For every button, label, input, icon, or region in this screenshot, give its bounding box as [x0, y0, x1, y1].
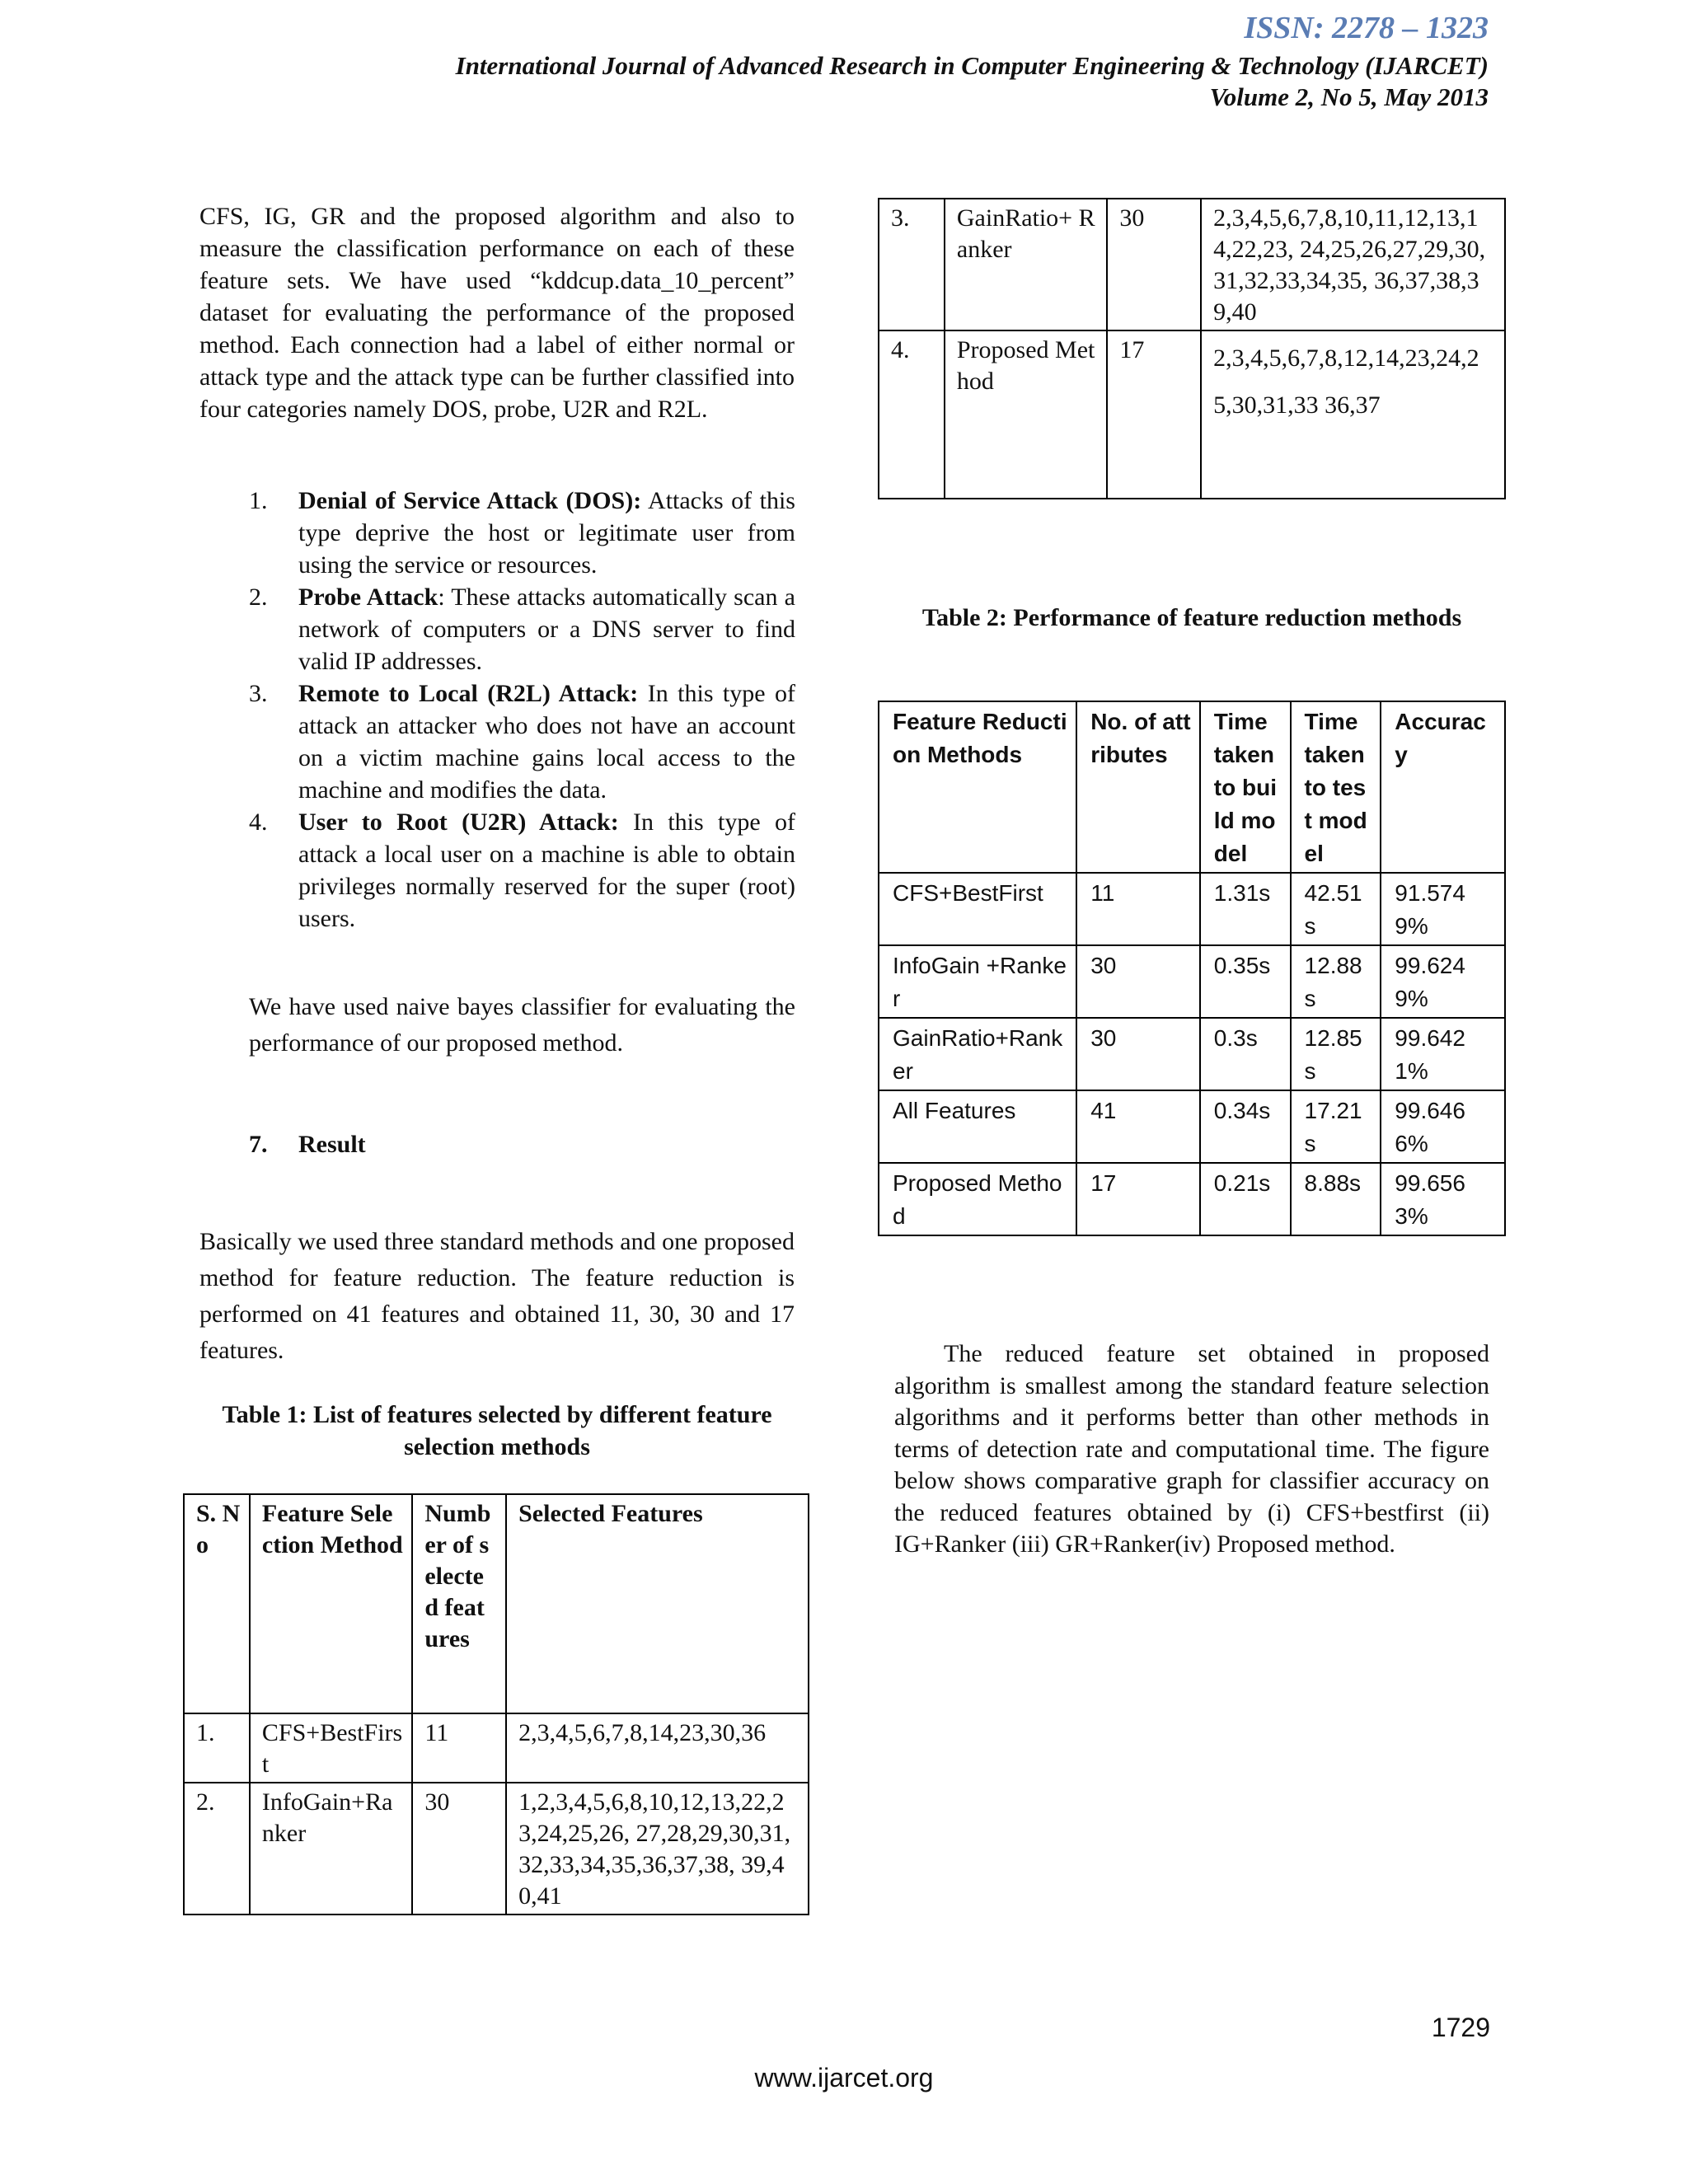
table-cell: 91.5749% [1381, 873, 1505, 945]
table-cell: 99.6421% [1381, 1018, 1505, 1090]
table-cell: 30 [412, 1783, 506, 1915]
table-row [879, 1090, 1505, 1163]
table-cell: GainRatio+ Ranker [945, 199, 1107, 330]
journal-title: International Journal of Advanced Research in Computer Engineering & Technology (IJARCET) [455, 51, 1489, 80]
table-header-cell: Number of selected features [412, 1494, 506, 1713]
list-number: 3. [249, 680, 268, 707]
table-cell: 30 [1076, 1018, 1200, 1090]
table-header-cell: S. No [184, 1494, 250, 1713]
table-header-cell: Time taken to test model [1291, 701, 1381, 873]
intro-paragraph: CFS, IG, GR and the proposed algorithm and also to measure the classification performance on each of these feature sets. We have used “kddcup.data_10_percent” dataset for evaluating the performance of the proposed method. Each connection had a label of either normal or attack type and the attack type can be further classified into four categories namely DOS, probe, U2R and R2L. [199, 203, 795, 423]
table-row [184, 1713, 809, 1783]
list-number: 4. [249, 808, 268, 836]
table-cell: 99.6466% [1381, 1090, 1505, 1163]
table-cell: 17 [1076, 1163, 1200, 1235]
list-item-title: Remote to Local (R2L) Attack: [298, 680, 639, 707]
table2 [878, 701, 1506, 1236]
table-cell: 11 [1076, 873, 1200, 945]
table-cell: 0.35s [1200, 945, 1291, 1018]
table-cell: 41 [1076, 1090, 1200, 1163]
table-cell: 0.3s [1200, 1018, 1291, 1090]
list-item [249, 677, 795, 806]
table-row [879, 199, 1505, 330]
table-cell: 12.88s [1291, 945, 1381, 1018]
volume-info: Volume 2, No 5, May 2013 [1209, 82, 1489, 111]
table-cell: 0.34s [1200, 1090, 1291, 1163]
table-cell: 2,3,4,5,6,7,8,12,14,23,24,25,30,31,33 36,37 [1201, 330, 1505, 499]
table-header-row [879, 701, 1505, 873]
table-cell: 17 [1107, 330, 1201, 499]
section-number: 7. [249, 1131, 268, 1158]
table1-caption: Table 1: List of features selected by different feature selection methods [222, 1401, 772, 1460]
table-cell: 2,3,4,5,6,7,8,14,23,30,36 [506, 1713, 809, 1783]
table-cell: 1.31s [1200, 873, 1291, 945]
table-cell: 11 [412, 1713, 506, 1783]
list-number: 2. [249, 583, 268, 611]
table-cell: CFS+BestFirst [879, 873, 1076, 945]
table-cell: 1,2,3,4,5,6,8,10,12,13,22,23,24,25,26, 27,28,29,30,31,32,33,34,35,36,37,38, 39,40,41 [506, 1783, 809, 1915]
table-row [879, 945, 1505, 1018]
footer-website: www.ijarcet.org [754, 2063, 934, 2093]
result-paragraph: Basically we used three standard methods and one proposed method for feature reduction. The feature reduction is performed on 41 features and obtained 11, 30, 30 and 17 features. [199, 1228, 795, 1364]
table-header-row [184, 1494, 809, 1713]
table-header-cell: Feature Reduction Methods [879, 701, 1076, 873]
conclusion-paragraph [894, 1338, 1489, 1561]
table-cell: All Features [879, 1090, 1076, 1163]
table-cell: 2,3,4,5,6,7,8,10,11,12,13,14,22,23, 24,25,26,27,29,30,31,32,33,34,35, 36,37,38,39,40 [1201, 199, 1505, 330]
table2-caption: Table 2: Performance of feature reduction methods [921, 604, 1462, 631]
list-item-title: Denial of Service Attack (DOS): [298, 487, 642, 514]
table-header-cell: No. of attributes [1076, 701, 1200, 873]
list-item-title: User to Root (U2R) Attack: [298, 808, 619, 836]
table-cell: 99.6249% [1381, 945, 1505, 1018]
table-header-cell: Accuracy [1381, 701, 1505, 873]
list-item-text: Attacks of this type deprive the host or legitimate user from using the service or resources. [298, 487, 795, 579]
attack-types-list [249, 485, 795, 935]
table-cell: 99.6563% [1381, 1163, 1505, 1235]
section-title: Result [298, 1131, 366, 1158]
table-row [879, 873, 1505, 945]
issn-header: ISSN: 2278 – 1323 [1244, 11, 1489, 45]
list-item-title: Probe Attack [298, 583, 438, 611]
table-cell: Proposed Method [879, 1163, 1076, 1235]
table-cell: InfoGain +Ranker [879, 945, 1076, 1018]
table-cell: 12.85s [1291, 1018, 1381, 1090]
table-cell: 30 [1076, 945, 1200, 1018]
list-item-text: : These attacks automatically scan a network of computers or a DNS server to find valid IP addresses. [298, 583, 796, 675]
list-item [249, 485, 795, 581]
list-item-text: In this type of attack a local user on a machine is able to obtain privileges normally reserved for the super (root) users. [298, 808, 795, 932]
table-cell: 1. [184, 1713, 250, 1783]
list-item [249, 806, 795, 935]
table-cell: InfoGain+Ranker [250, 1783, 412, 1915]
table-cell: 30 [1107, 199, 1201, 330]
table-cell: 3. [879, 199, 945, 330]
classifier-paragraph: We have used naive bayes classifier for evaluating the performance of our proposed method. [249, 993, 795, 1057]
table-cell: Proposed Method [945, 330, 1107, 499]
table-header-cell: Feature Selection Method [250, 1494, 412, 1713]
list-item [249, 581, 795, 677]
table-row [879, 1163, 1505, 1235]
table-cell: GainRatio+Ranker [879, 1018, 1076, 1090]
table-row [184, 1783, 809, 1915]
table1 [183, 1493, 809, 1915]
list-item-text: In this type of attack an attacker who does not have an account on a victim machine gains local access to the machine and modifies the data. [298, 680, 795, 804]
table-cell: 2. [184, 1783, 250, 1915]
list-number: 1. [249, 487, 268, 514]
page-number: 1729 [1431, 2013, 1490, 2042]
table-header-cell: Time taken to build model [1200, 701, 1291, 873]
table-cell: 4. [879, 330, 945, 499]
table-row [879, 330, 1505, 499]
table-cell: 17.21s [1291, 1090, 1381, 1163]
table1-continued [878, 198, 1506, 499]
section-heading [249, 1128, 366, 1160]
table-cell: 0.21s [1200, 1163, 1291, 1235]
conclusion-text: The reduced feature set obtained in proposed algorithm is smallest among the standard feature selection algorithms and it performs better than other methods in terms of detection rate and computational time. The figure below shows comparative graph for classifier accuracy on the reduced features obtained by (i) CFS+bestfirst (ii) IG+Ranker (iii) GR+Ranker(iv) Proposed method. [894, 1340, 1489, 1558]
table-cell: 8.88s [1291, 1163, 1381, 1235]
table-row [879, 1018, 1505, 1090]
table-header-cell: Selected Features [506, 1494, 809, 1713]
table-cell: 42.51s [1291, 873, 1381, 945]
table-cell: CFS+BestFirst [250, 1713, 412, 1783]
